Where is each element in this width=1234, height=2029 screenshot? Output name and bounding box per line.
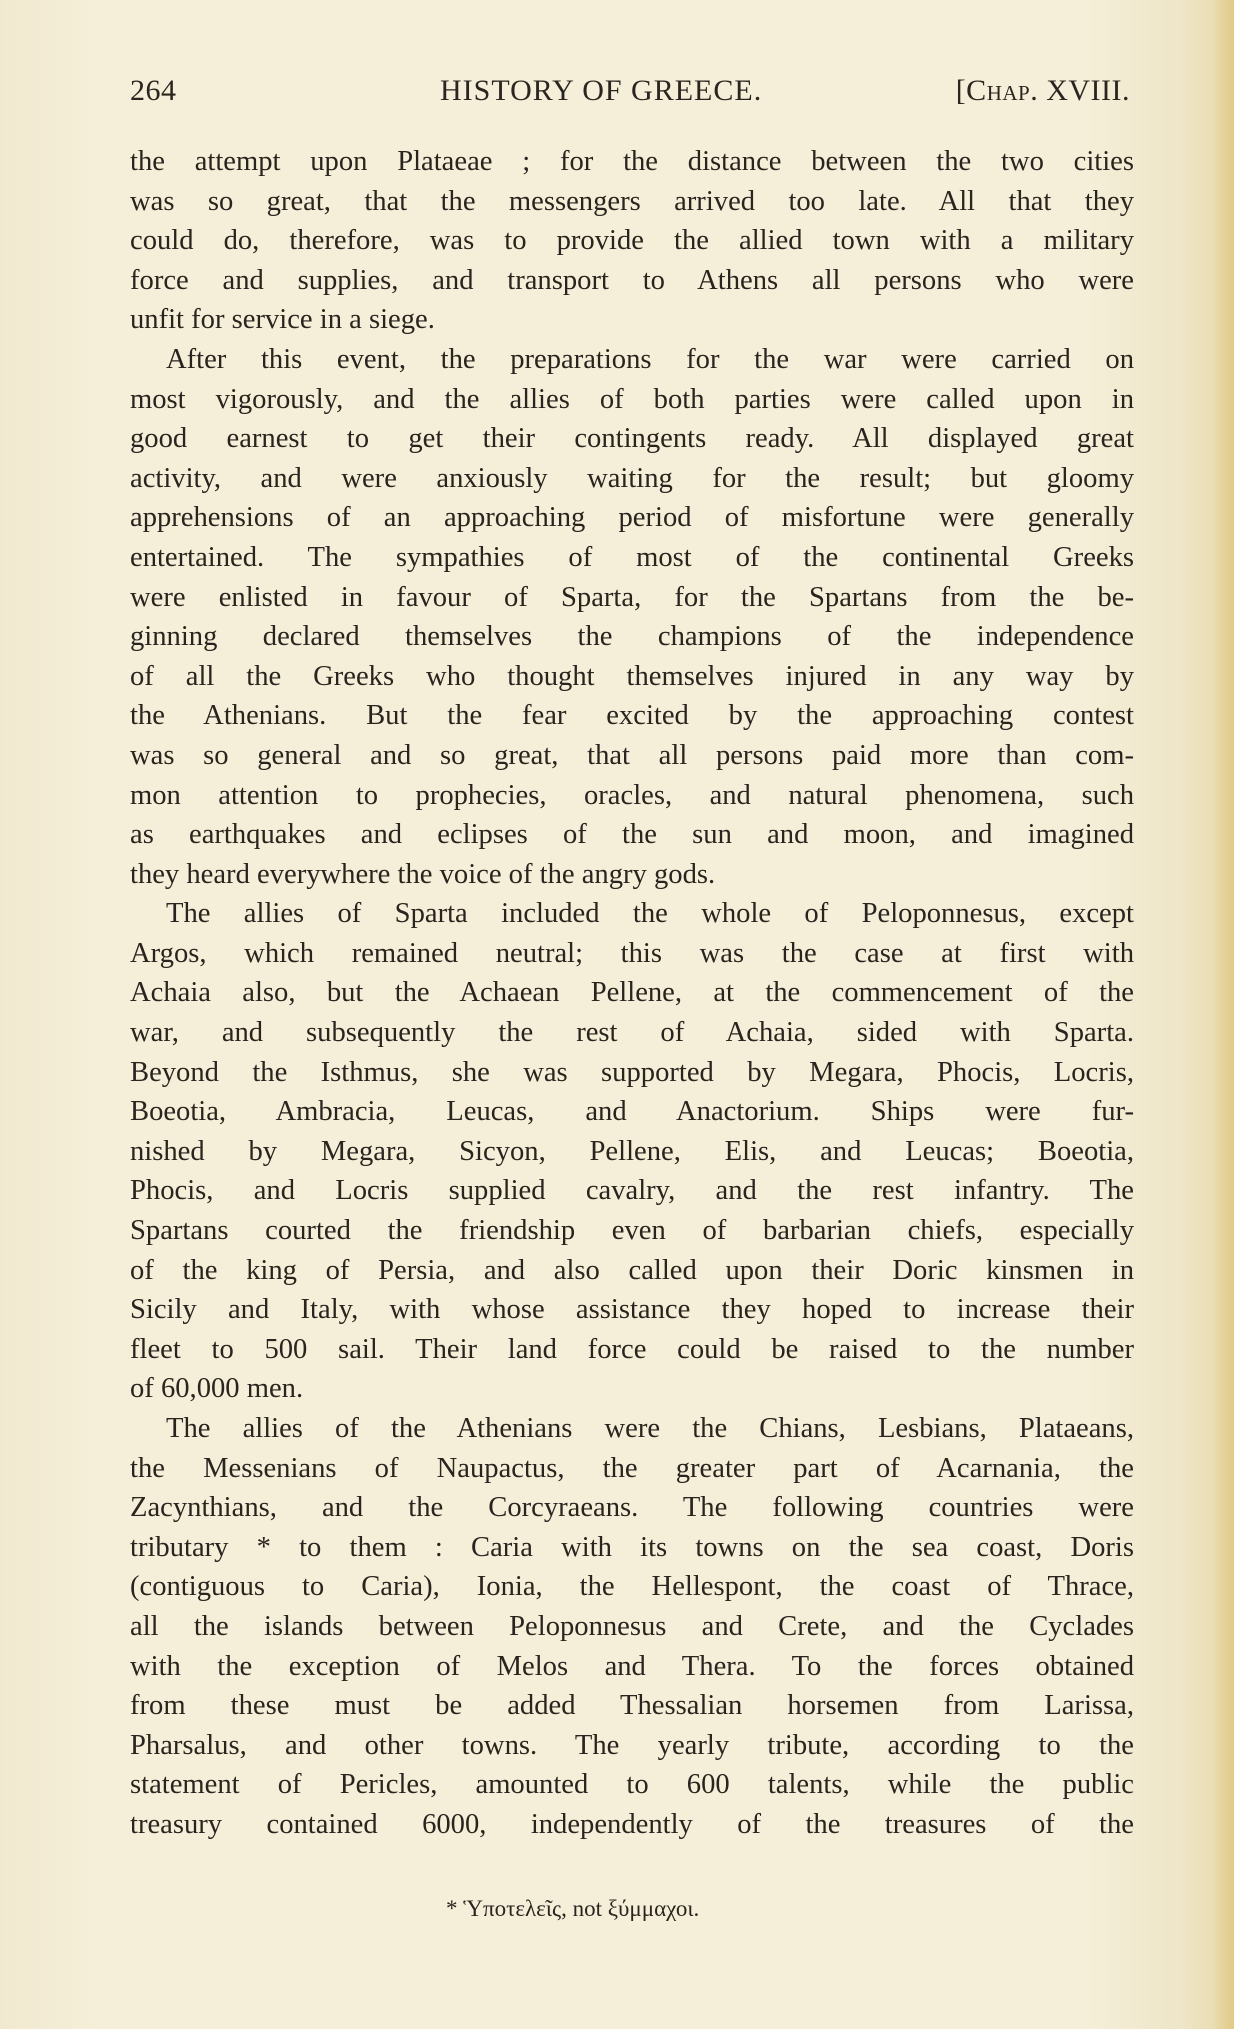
text-line: as earthquakes and eclipses of the sun and moon, and imagined: [130, 819, 1134, 851]
text-line: the attempt upon Plataeae ; for the distance between the two cities: [130, 146, 1134, 177]
text-line: with the exception of Melos and Thera. To the forces obtained: [130, 1650, 1134, 1682]
page-number: 264: [130, 74, 177, 107]
text-line: of all the Greeks who thought themselves injured in any way by: [130, 660, 1134, 692]
text-line: good earnest to get their contingents ready. All displayed great: [130, 423, 1134, 455]
running-title: HISTORY OF GREECE.: [440, 74, 763, 107]
text-line: most vigorously, and the allies of both parties were called upon in: [130, 383, 1134, 415]
text-line: (contiguous to Caria), Ionia, the Hellespont, the coast of Thrace,: [130, 1571, 1134, 1603]
text-line: all the islands between Peloponnesus and Crete, and the Cyclades: [130, 1610, 1134, 1642]
text-line: unfit for service in a siege.: [130, 304, 435, 336]
text-line: Pharsalus, and other towns. The yearly tribute, according to the: [130, 1729, 1134, 1761]
text-line: Achaia also, but the Achaean Pellene, at the commencement of the: [130, 977, 1134, 1009]
text-line: Zacynthians, and the Corcyraeans. The following countries were: [130, 1492, 1134, 1524]
text-line: nished by Megara, Sicyon, Pellene, Elis, and Leucas; Boeotia,: [130, 1135, 1134, 1167]
text-line: of 60,000 men.: [130, 1373, 304, 1405]
text-line: could do, therefore, was to provide the allied town with a military: [130, 225, 1134, 257]
paragraph-start-line: The allies of the Athenians were the Chians, Lesbians, Plataeans,: [166, 1413, 1134, 1444]
text-line: Boeotia, Ambracia, Leucas, and Anactorium. Ships were fur-: [130, 1096, 1134, 1128]
text-line: apprehensions of an approaching period of misfortune were generally: [130, 502, 1134, 534]
text-line: Argos, which remained neutral; this was the case at first with: [130, 937, 1134, 969]
text-line: Sicily and Italy, with whose assistance they hoped to increase their: [130, 1294, 1134, 1326]
text-line: activity, and were anxiously waiting for the result; but gloomy: [130, 462, 1134, 494]
text-line: was so great, that the messengers arrived too late. All that they: [130, 185, 1134, 217]
paragraph-start-line: After this event, the preparations for the war were carried on: [166, 343, 1134, 375]
text-line: force and supplies, and transport to Athens all persons who were: [130, 264, 1134, 296]
text-line: statement of Pericles, amounted to 600 talents, while the public: [130, 1769, 1134, 1801]
text-line: ginning declared themselves the champions of the independence: [130, 621, 1134, 653]
body-text: [130, 142, 1134, 1845]
text-line: from these must be added Thessalian horsemen from Larissa,: [130, 1690, 1134, 1722]
text-line: they heard everywhere the voice of the angry gods.: [130, 858, 716, 890]
text-line: the Athenians. But the fear excited by the approaching contest: [130, 700, 1134, 732]
text-line: war, and subsequently the rest of Achaia, sided with Sparta.: [130, 1017, 1134, 1049]
text-line: tributary * to them : Caria with its towns on the sea coast, Doris: [130, 1531, 1134, 1563]
text-line: the Messenians of Naupactus, the greater part of Acarnania, the: [130, 1452, 1134, 1484]
text-line: Spartans courted the friendship even of barbarian chiefs, especially: [130, 1215, 1134, 1247]
text-line: treasury contained 6000, independently of the treasures of the: [130, 1808, 1134, 1840]
text-line: was so general and so great, that all persons paid more than com-: [130, 739, 1134, 771]
text-line: Beyond the Isthmus, she was supported by Megara, Phocis, Locris,: [130, 1056, 1134, 1088]
running-header: [130, 74, 1130, 118]
text-line: mon attention to prophecies, oracles, and natural phenomena, such: [130, 779, 1134, 811]
text-line: fleet to 500 sail. Their land force could be raised to the number: [130, 1333, 1134, 1365]
text-line: were enlisted in favour of Sparta, for the Spartans from the be-: [130, 581, 1134, 613]
text-line: Phocis, and Locris supplied cavalry, and the rest infantry. The: [130, 1175, 1134, 1207]
text-line: entertained. The sympathies of most of the continental Greeks: [130, 541, 1134, 573]
footnote: * Ὑποτελεῖς, not ξύμμαχοι.: [446, 1896, 700, 1921]
paragraph-start-line: The allies of Sparta included the whole of Peloponnesus, except: [166, 898, 1134, 930]
chapter-reference: [Chap. XVIII.: [955, 74, 1130, 107]
page-edge-shadow: [1212, 0, 1234, 2029]
text-line: of the king of Persia, and also called upon their Doric kinsmen in: [130, 1254, 1134, 1286]
